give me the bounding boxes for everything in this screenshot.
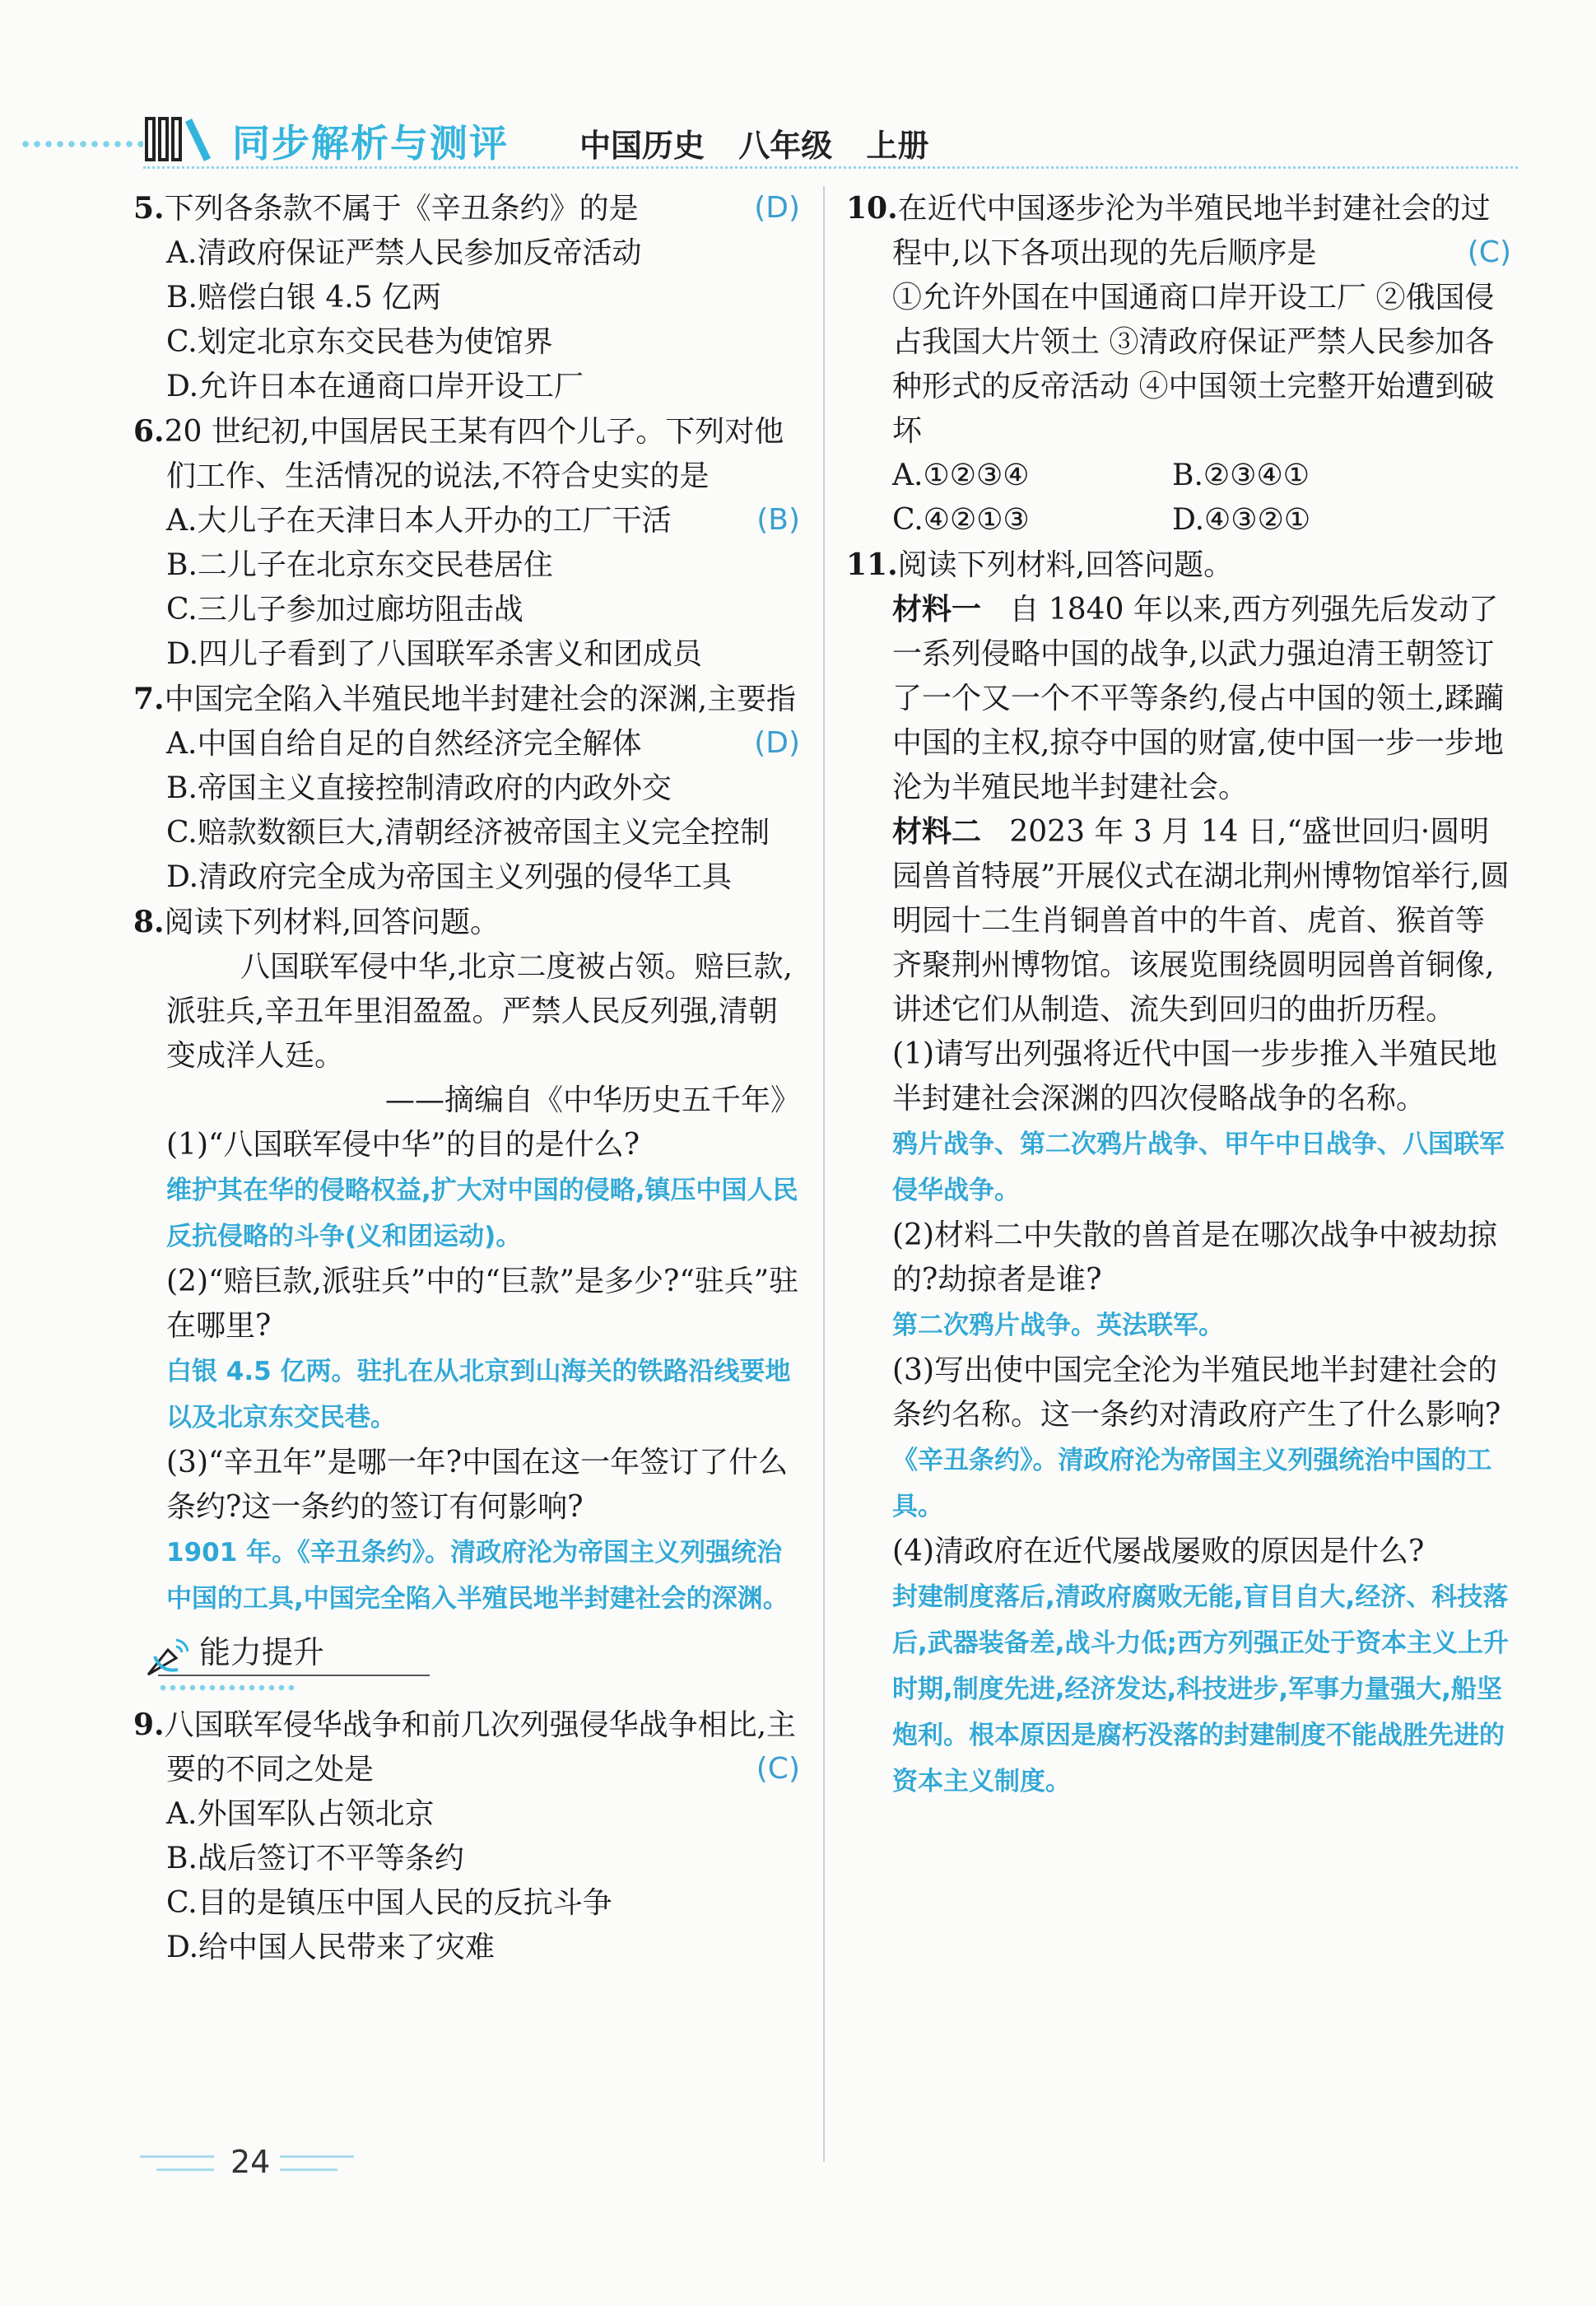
answer-mark: (C) — [756, 1752, 800, 1786]
books-logo-icon — [143, 114, 217, 163]
handwritten-answer: 维护其在华的侵略权益,扩大对中国的侵略,镇压中国人民反抗侵略的斗争(义和团运动)。 — [166, 1176, 798, 1251]
sub-question: (3)“辛丑年”是哪一年?中国在这一年签订了什么条约?这一条约的签订有何影响? — [166, 1446, 789, 1524]
volume-label: 上册 — [866, 128, 929, 164]
question-number: 5. — [133, 191, 165, 226]
option: C.④②①③ — [892, 503, 1030, 537]
header-divider — [143, 166, 1518, 169]
material-text: 八国联军侵中华,北京二度被占领。赔巨款,派驻兵,辛丑年里泪盈盈。严禁人民反列强,清朝变成洋人廷。 — [166, 950, 793, 1073]
handwritten-answer: 封建制度落后,清政府腐败无能,盲目自大,经济、科技落后,武器装备差,战斗力低;西方列强正处于资本主义上升时期,制度先进,经济发达,科技进步,军事力量强大,船坚炮利。根本原因是腐朽没落的封建制度不能战胜先进的资本主义制度。 — [892, 1582, 1509, 1796]
material-one — [846, 588, 1511, 810]
sub-question: (1)“八国联军侵中华”的目的是什么? — [166, 1128, 640, 1162]
question-stem: 下列各条款不属于《辛丑条约》的是 — [164, 192, 639, 226]
option: D.给中国人民带来了灾难 — [166, 1931, 496, 1964]
page-number: 24 — [230, 2144, 271, 2180]
subject-label: 中国历史 — [579, 128, 705, 164]
material-label: 材料一 — [892, 593, 982, 627]
question-stem: 20 世纪初,中国居民王某有四个儿子。下列对他们工作、生活情况的说法,不符合史实的是 — [164, 415, 784, 493]
header-dots — [20, 138, 143, 150]
sub-question: (2)材料二中失散的兽首是在哪次战争中被劫掠的?劫掠者是谁? — [892, 1218, 1497, 1297]
handwritten-answer: 《辛丑条约》。清政府沦为帝国主义列强统治中国的工具。 — [892, 1446, 1492, 1521]
handwritten-answer: 1901 年。《辛丑条约》。清政府沦为帝国主义列强统治中国的工具,中国完全陷入半殖民地半封建社会的深渊。 — [166, 1538, 789, 1614]
option: D.允许日本在通商口岸开设工厂 — [166, 370, 584, 403]
handwritten-answer: 鸦片战争、第二次鸦片战争、甲午中日战争、八国联军侵华战争。 — [892, 1130, 1505, 1205]
handwritten-answer: 白银 4.5 亿两。驻扎在从北京到山海关的铁路沿线要地以及北京东交民巷。 — [166, 1357, 791, 1433]
section-dots — [158, 1684, 298, 1691]
question-6 — [133, 409, 800, 677]
question-stem: 在近代中国逐步沦为半殖民地半封建社会的过程中,以下各项出现的先后顺序是 — [892, 192, 1491, 270]
question-number: 9. — [133, 1707, 165, 1742]
page-footer — [140, 2141, 387, 2190]
book-subtitle — [579, 120, 952, 165]
material-text: 自 1840 年以来,西方列强先后发动了一系列侵略中国的战争,以武力强迫清王朝签订了一个又一个不平等条约,侵占中国的领土,蹂躏中国的主权,掠夺中国的财富,使中国一步一步地沦为半殖民地半封建社会。 — [892, 593, 1504, 804]
section-title: 能力提升 — [199, 1634, 325, 1670]
option: A.中国自给自足的自然经济完全解体 — [166, 727, 642, 761]
answer-mark: (C) — [1467, 235, 1511, 269]
footer-line — [280, 2169, 337, 2171]
question-11 — [846, 543, 1511, 1805]
question-10 — [846, 186, 1511, 543]
satellite-dish-icon — [143, 1633, 193, 1679]
question-7 — [133, 677, 800, 900]
question-number: 10. — [846, 191, 898, 226]
section-heading — [133, 1628, 800, 1703]
footer-line — [140, 2155, 214, 2158]
option: C.赔款数额巨大,清朝经济被帝国主义完全控制 — [166, 816, 770, 850]
option: B.赔偿白银 4.5 亿两 — [166, 281, 442, 314]
option: D.④③②① — [1172, 503, 1311, 537]
material-two — [846, 810, 1511, 1032]
question-9 — [133, 1703, 800, 1970]
option-row — [846, 454, 1511, 498]
answer-mark: (D) — [754, 191, 800, 225]
left-column — [133, 186, 800, 1970]
brand-title: 同步解析与测评 — [232, 121, 509, 165]
sub-question: (3)写出使中国完全沦为半殖民地半封建社会的条约名称。这一条约对清政府产生了什么影响? — [892, 1353, 1501, 1432]
answer-mark: (B) — [756, 503, 800, 537]
question-number: 6. — [133, 414, 165, 449]
question-stem: 八国联军侵华战争和前几次列强侵华战争相比,主要的不同之处是 — [164, 1708, 797, 1787]
question-number: 8. — [133, 905, 165, 939]
question-stem: 阅读下列材料,回答问题。 — [164, 906, 500, 939]
right-column — [846, 186, 1511, 1805]
question-stem: 中国完全陷入半殖民地半封建社会的深渊,主要指 — [164, 682, 797, 716]
option: B.②③④① — [1172, 459, 1310, 492]
question-number: 7. — [133, 682, 165, 716]
question-5 — [133, 186, 800, 409]
material-text: 2023 年 3 月 14 日,“盛世回归·圆明园兽首特展”开展仪式在湖北荆州博物馆举行,圆明园十二生肖铜兽首中的牛首、虎首、猴首等齐聚荆州博物馆。该展览围绕圆明园兽首铜像,讲述它们从制造、流失到回归的曲折历程。 — [892, 815, 1510, 1027]
option: A.大儿子在天津日本人开办的工厂干活 — [166, 504, 672, 538]
option: B.战后签订不平等条约 — [166, 1842, 464, 1875]
question-stem: 阅读下列材料,回答问题。 — [897, 548, 1234, 582]
material-label: 材料二 — [892, 815, 982, 849]
option: B.帝国主义直接控制清政府的内政外交 — [166, 771, 672, 805]
option: B.二儿子在北京东交民巷居住 — [166, 548, 553, 582]
option: A.清政府保证严禁人民参加反帝活动 — [166, 236, 642, 270]
option: C.三儿子参加过廊坊阻击战 — [166, 593, 523, 627]
option: D.清政府完全成为帝国主义列强的侵华工具 — [166, 860, 733, 894]
option: C.划定北京东交民巷为使馆界 — [166, 325, 553, 359]
material-source: ——摘编自《中华历史五千年》 — [384, 1083, 800, 1117]
sequence-items: ①允许外国在中国通商口岸开设工厂 ②俄国侵占我国大片领土 ③清政府保证严禁人民参加各种形式的反帝活动 ④中国领土完整开始遭到破坏 — [892, 281, 1495, 448]
question-number: 11. — [846, 547, 898, 582]
footer-line — [156, 2169, 214, 2171]
sub-question: (1)请写出列强将近代中国一步步推入半殖民地半封建社会深渊的四次侵略战争的名称。 — [892, 1037, 1497, 1116]
handwritten-answer: 第二次鸦片战争。英法联军。 — [892, 1311, 1224, 1340]
option: D.四儿子看到了八国联军杀害义和团成员 — [166, 637, 703, 671]
page-header — [20, 114, 1518, 171]
footer-line — [280, 2155, 354, 2158]
column-divider — [823, 186, 825, 2162]
option: A.①②③④ — [892, 459, 1030, 492]
sub-question: (4)清政府在近代屡战屡败的原因是什么? — [892, 1535, 1425, 1568]
section-underline — [158, 1675, 430, 1676]
option: C.目的是镇压中国人民的反抗斗争 — [166, 1886, 612, 1920]
grade-label: 八年级 — [738, 128, 833, 164]
answer-mark: (D) — [754, 726, 800, 760]
question-8 — [133, 900, 800, 1622]
option-row — [846, 498, 1511, 543]
option: A.外国军队占领北京 — [166, 1797, 435, 1831]
sub-question: (2)“赔巨款,派驻兵”中的“巨款”是多少?“驻兵”驻在哪里? — [166, 1265, 799, 1343]
